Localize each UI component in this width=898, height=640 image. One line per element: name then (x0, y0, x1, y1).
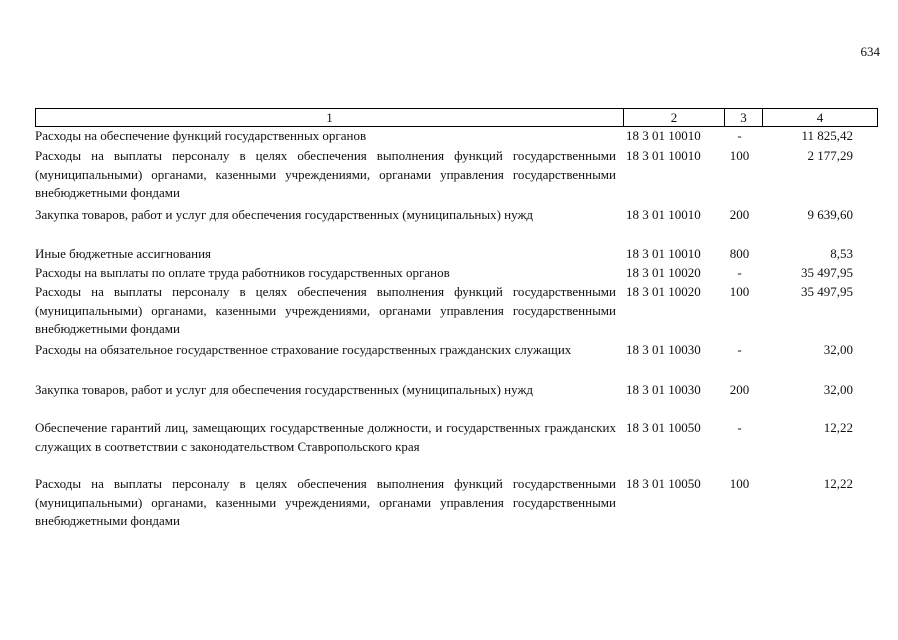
row-amount: 35 497,95 (801, 284, 853, 299)
page-number: 634 (860, 44, 880, 59)
row-type: - (737, 420, 742, 435)
row-name: Расходы на обязательное государственное страхование государственных гражданских служащих (35, 342, 572, 357)
row-amount: 2 177,29 (807, 148, 853, 163)
row-amount: 32,00 (823, 382, 853, 397)
row-amount: 9 639,60 (807, 207, 853, 222)
row-type: 200 (729, 382, 750, 397)
header-col-1: 1 (36, 109, 624, 126)
table-row (35, 245, 878, 264)
row-type: 200 (729, 207, 750, 222)
row-type: 800 (729, 246, 750, 261)
row-code: 18 3 01 10010 (626, 207, 701, 222)
budget-table (35, 127, 878, 535)
row-type: 100 (729, 476, 750, 491)
row-type: - (737, 265, 742, 280)
row-code: 18 3 01 10030 (626, 382, 701, 397)
row-name: Расходы на выплаты персоналу в целях обеспечения выполнения функций государственными (муниципальными) органами, казенными учреждениями, органами управления государственными внебюджетными фондами (35, 148, 616, 200)
row-code: 18 3 01 10010 (626, 128, 701, 143)
header-col-2: 2 (624, 109, 725, 126)
table-row (35, 381, 878, 417)
row-amount: 12,22 (823, 420, 853, 435)
row-code: 18 3 01 10050 (626, 420, 701, 435)
row-name: Расходы на выплаты персоналу в целях обеспечения выполнения функций государственными (муниципальными) органами, казенными учреждениями, органами управления государственными внебюджетными фондами (35, 284, 616, 336)
row-amount: 32,00 (823, 342, 853, 357)
table-row (35, 341, 878, 381)
row-name: Иные бюджетные ассигнования (35, 246, 212, 261)
row-name: Расходы на выплаты по оплате труда работников государственных органов (35, 265, 450, 280)
table-row (35, 206, 878, 245)
row-type: - (737, 128, 742, 143)
row-code: 18 3 01 10020 (626, 265, 701, 280)
table-header (35, 108, 878, 127)
row-code: 18 3 01 10010 (626, 148, 701, 163)
row-name: Обеспечение гарантий лиц, замещающих государственные должности, и государственных гражданских служащих в соответствии с законодательством Ставропольского края (35, 420, 616, 454)
row-type: - (737, 342, 742, 357)
row-code: 18 3 01 10050 (626, 476, 701, 491)
row-amount: 11 825,42 (801, 128, 853, 143)
row-code: 18 3 01 10020 (626, 284, 701, 299)
row-code: 18 3 01 10010 (626, 246, 701, 261)
row-name: Закупка товаров, работ и услуг для обеспечения государственных (муниципальных) нужд (35, 207, 534, 222)
row-type: 100 (729, 148, 750, 163)
table-row (35, 147, 878, 206)
row-name: Расходы на выплаты персоналу в целях обеспечения выполнения функций государственными (муниципальными) органами, казенными учреждениями, органами управления государственными внебюджетными фондами (35, 476, 616, 528)
row-amount: 35 497,95 (801, 265, 853, 280)
row-name: Расходы на обеспечение функций государственных органов (35, 128, 367, 143)
row-amount: 12,22 (823, 476, 853, 491)
table-row (35, 417, 878, 475)
header-col-4: 4 (816, 110, 824, 125)
row-name: Закупка товаров, работ и услуг для обеспечения государственных (муниципальных) нужд (35, 382, 534, 397)
table-row (35, 127, 878, 147)
table-row (35, 264, 878, 283)
row-amount: 8,53 (830, 246, 853, 261)
table-row (35, 475, 878, 535)
row-code: 18 3 01 10030 (626, 342, 701, 357)
row-type: 100 (729, 284, 750, 299)
header-col-3: 3 (725, 109, 763, 126)
table-row (35, 283, 878, 341)
